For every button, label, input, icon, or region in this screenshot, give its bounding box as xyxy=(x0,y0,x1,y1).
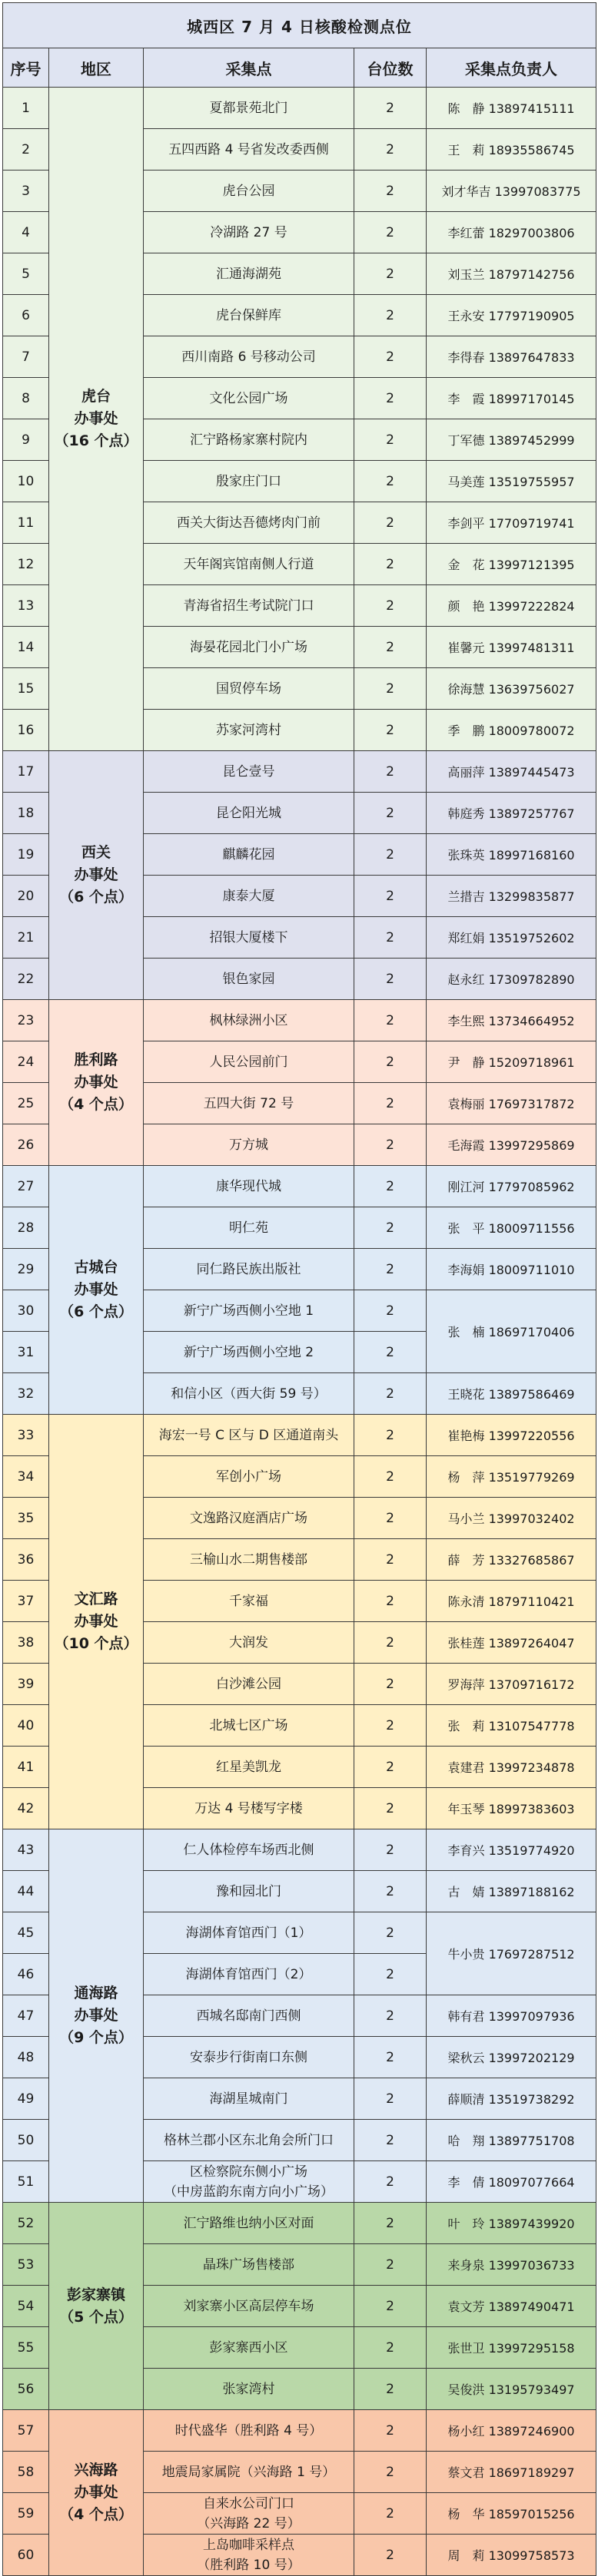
table-row xyxy=(3,1829,596,1871)
site-name: 招银大厦楼下 xyxy=(144,917,354,959)
site-name: 海湖体育馆西门（1） xyxy=(144,1912,354,1954)
seat-count: 2 xyxy=(354,1912,427,1954)
seat-count: 2 xyxy=(354,1207,427,1249)
site-manager: 王晓花 13897586469 xyxy=(427,1373,596,1415)
site-manager: 古 婧 13897188162 xyxy=(427,1871,596,1912)
row-index: 51 xyxy=(3,2161,49,2203)
site-name: 西川南路 6 号移动公司 xyxy=(144,336,354,378)
testing-sites-table xyxy=(2,2,596,2576)
row-index: 29 xyxy=(3,1249,49,1290)
site-manager: 马小兰 13997032402 xyxy=(427,1498,596,1539)
site-name: 汇宁路杨家寨村院内 xyxy=(144,419,354,461)
seat-count: 2 xyxy=(354,668,427,710)
site-manager: 崔艳梅 13997220556 xyxy=(427,1415,596,1456)
row-index: 13 xyxy=(3,585,49,627)
site-name: 银色家园 xyxy=(144,959,354,1000)
table-row xyxy=(3,1415,596,1456)
site-manager: 周 莉 13099758573 xyxy=(427,2535,596,2576)
site-manager: 李育兴 13519774920 xyxy=(427,1829,596,1871)
site-manager: 杨 萍 13519779269 xyxy=(427,1456,596,1498)
seat-count: 2 xyxy=(354,1747,427,1788)
row-index: 43 xyxy=(3,1829,49,1871)
site-name: 上岛咖啡采样点 （胜利路 10 号） xyxy=(144,2535,354,2576)
site-name: 国贸停车场 xyxy=(144,668,354,710)
site-manager: 赵永红 17309782890 xyxy=(427,959,596,1000)
row-index: 17 xyxy=(3,751,49,793)
site-manager: 刚江河 17797085962 xyxy=(427,1166,596,1207)
row-index: 49 xyxy=(3,2078,49,2120)
seat-count: 2 xyxy=(354,1124,427,1166)
row-index: 39 xyxy=(3,1664,49,1705)
site-name: 汇通海湖苑 xyxy=(144,253,354,295)
site-manager: 王永安 17797190905 xyxy=(427,295,596,336)
site-name: 军创小广场 xyxy=(144,1456,354,1498)
site-manager: 薛 芳 13327685867 xyxy=(427,1539,596,1581)
table-title: 城西区 7 月 4 日核酸检测点位 xyxy=(3,3,596,48)
seat-count: 2 xyxy=(354,2203,427,2244)
seat-count: 2 xyxy=(354,1456,427,1498)
row-index: 21 xyxy=(3,917,49,959)
site-name: 三榆山水二期售楼部 xyxy=(144,1539,354,1581)
site-name: 天年阁宾馆南侧人行道 xyxy=(144,544,354,585)
row-index: 50 xyxy=(3,2120,49,2161)
row-index: 18 xyxy=(3,793,49,834)
site-manager: 张 楠 18697170406 xyxy=(427,1290,596,1373)
site-name: 五四大街 72 号 xyxy=(144,1083,354,1124)
row-index: 8 xyxy=(3,378,49,419)
site-manager: 丁军德 13897452999 xyxy=(427,419,596,461)
site-name: 虎台保鲜库 xyxy=(144,295,354,336)
site-name: 夏都景苑北门 xyxy=(144,88,354,129)
seat-count: 2 xyxy=(354,88,427,129)
row-index: 46 xyxy=(3,1954,49,1995)
table-row xyxy=(3,2203,596,2244)
seat-count: 2 xyxy=(354,502,427,544)
site-name: 和信小区（西大街 59 号） xyxy=(144,1373,354,1415)
row-index: 1 xyxy=(3,88,49,129)
seat-count: 2 xyxy=(354,1871,427,1912)
site-manager: 陈永清 18797110421 xyxy=(427,1581,596,1622)
table-body xyxy=(3,88,596,2576)
site-manager: 刘玉兰 18797142756 xyxy=(427,253,596,295)
site-name: 海晏花园北门小广场 xyxy=(144,627,354,668)
seat-count: 2 xyxy=(354,2078,427,2120)
row-index: 60 xyxy=(3,2535,49,2576)
table-row xyxy=(3,88,596,129)
site-name: 康华现代城 xyxy=(144,1166,354,1207)
row-index: 24 xyxy=(3,1041,49,1083)
seat-count: 2 xyxy=(354,1083,427,1124)
site-name: 康泰大厦 xyxy=(144,876,354,917)
row-index: 16 xyxy=(3,710,49,751)
seat-count: 2 xyxy=(354,253,427,295)
row-index: 23 xyxy=(3,1000,49,1041)
seat-count: 2 xyxy=(354,2120,427,2161)
row-index: 27 xyxy=(3,1166,49,1207)
site-manager: 李 霞 18997170145 xyxy=(427,378,596,419)
site-name: 汇宁路维也纳小区对面 xyxy=(144,2203,354,2244)
seat-count: 2 xyxy=(354,1664,427,1705)
site-name: 昆仑壹号 xyxy=(144,751,354,793)
site-name: 麒麟花园 xyxy=(144,834,354,876)
site-name: 仁人体检停车场西北侧 xyxy=(144,1829,354,1871)
row-index: 26 xyxy=(3,1124,49,1166)
seat-count: 2 xyxy=(354,2327,427,2369)
site-manager: 袁建君 13997234878 xyxy=(427,1747,596,1788)
district-cell: 古城台 办事处 （6 个点） xyxy=(49,1166,144,1415)
site-name: 刘家寨小区高层停车场 xyxy=(144,2286,354,2327)
header-row xyxy=(3,48,596,88)
seat-count: 2 xyxy=(354,959,427,1000)
row-index: 59 xyxy=(3,2493,49,2535)
row-index: 37 xyxy=(3,1581,49,1622)
site-manager: 郑红娟 13519752602 xyxy=(427,917,596,959)
seat-count: 2 xyxy=(354,129,427,171)
site-name: 时代盛华（胜利路 4 号） xyxy=(144,2410,354,2452)
seat-count: 2 xyxy=(354,1581,427,1622)
seat-count: 2 xyxy=(354,1166,427,1207)
site-name: 晶珠广场售楼部 xyxy=(144,2244,354,2286)
column-header-person: 采集点负责人 xyxy=(427,48,596,88)
seat-count: 2 xyxy=(354,419,427,461)
site-manager: 毛海霞 13997295869 xyxy=(427,1124,596,1166)
table-row xyxy=(3,2410,596,2452)
site-name: 大润发 xyxy=(144,1622,354,1664)
site-manager: 马美莲 13519755957 xyxy=(427,461,596,502)
seat-count: 2 xyxy=(354,544,427,585)
seat-count: 2 xyxy=(354,171,427,212)
row-index: 53 xyxy=(3,2244,49,2286)
seat-count: 2 xyxy=(354,793,427,834)
column-header-site: 采集点 xyxy=(144,48,354,88)
site-name: 文逸路汉庭酒店广场 xyxy=(144,1498,354,1539)
seat-count: 2 xyxy=(354,378,427,419)
site-name: 殷家庄门口 xyxy=(144,461,354,502)
site-name: 冷湖路 27 号 xyxy=(144,212,354,253)
row-index: 48 xyxy=(3,2037,49,2078)
district-cell: 胜利路 办事处 （4 个点） xyxy=(49,1000,144,1166)
table-row xyxy=(3,751,596,793)
seat-count: 2 xyxy=(354,585,427,627)
site-name: 万方城 xyxy=(144,1124,354,1166)
site-manager: 蔡文君 18697189297 xyxy=(427,2452,596,2493)
site-manager: 李生熙 13734664952 xyxy=(427,1000,596,1041)
seat-count: 2 xyxy=(354,461,427,502)
site-manager: 刘才华吉 13997083775 xyxy=(427,171,596,212)
seat-count: 2 xyxy=(354,710,427,751)
seat-count: 2 xyxy=(354,2535,427,2576)
row-index: 44 xyxy=(3,1871,49,1912)
site-name: 海湖体育馆西门（2） xyxy=(144,1954,354,1995)
row-index: 40 xyxy=(3,1705,49,1747)
site-name: 西城名邸南门西侧 xyxy=(144,1995,354,2037)
seat-count: 2 xyxy=(354,295,427,336)
site-manager: 张世卫 13997295158 xyxy=(427,2327,596,2369)
seat-count: 2 xyxy=(354,1539,427,1581)
site-manager: 梁秋云 13997202129 xyxy=(427,2037,596,2078)
site-manager: 杨 华 18597015256 xyxy=(427,2493,596,2535)
seat-count: 2 xyxy=(354,1622,427,1664)
row-index: 38 xyxy=(3,1622,49,1664)
site-manager: 哈 翔 13897751708 xyxy=(427,2120,596,2161)
site-name: 文化公园广场 xyxy=(144,378,354,419)
site-name: 新宁广场西侧小空地 2 xyxy=(144,1332,354,1373)
site-manager: 季 鹏 18009780072 xyxy=(427,710,596,751)
seat-count: 2 xyxy=(354,2493,427,2535)
site-name: 万达 4 号楼写字楼 xyxy=(144,1788,354,1829)
row-index: 15 xyxy=(3,668,49,710)
district-cell: 虎台 办事处 （16 个点） xyxy=(49,88,144,751)
site-name: 五四西路 4 号省发改委西侧 xyxy=(144,129,354,171)
site-name: 枫林绿洲小区 xyxy=(144,1000,354,1041)
row-index: 10 xyxy=(3,461,49,502)
row-index: 20 xyxy=(3,876,49,917)
site-name: 海湖星城南门 xyxy=(144,2078,354,2120)
row-index: 56 xyxy=(3,2369,49,2410)
row-index: 31 xyxy=(3,1332,49,1373)
column-header-seats: 台位数 xyxy=(354,48,427,88)
table-row xyxy=(3,1000,596,1041)
row-index: 42 xyxy=(3,1788,49,1829)
site-name: 彭家寨西小区 xyxy=(144,2327,354,2369)
site-name: 海宏一号 C 区与 D 区通道南头 xyxy=(144,1415,354,1456)
seat-count: 2 xyxy=(354,1332,427,1373)
row-index: 11 xyxy=(3,502,49,544)
title-row xyxy=(3,3,596,48)
seat-count: 2 xyxy=(354,917,427,959)
seat-count: 2 xyxy=(354,2244,427,2286)
site-manager: 王 莉 18935586745 xyxy=(427,129,596,171)
row-index: 5 xyxy=(3,253,49,295)
site-manager: 张 莉 13107547778 xyxy=(427,1705,596,1747)
site-name: 区检察院东侧小广场 （中房蓝韵东南方向小广场） xyxy=(144,2161,354,2203)
district-cell: 兴海路 办事处 （4 个点） xyxy=(49,2410,144,2576)
site-manager: 来身泉 13997036733 xyxy=(427,2244,596,2286)
row-index: 55 xyxy=(3,2327,49,2369)
district-cell: 彭家寨镇 （5 个点） xyxy=(49,2203,144,2410)
site-name: 格林兰郡小区东北角会所门口 xyxy=(144,2120,354,2161)
site-manager: 李 倩 18097077664 xyxy=(427,2161,596,2203)
row-index: 22 xyxy=(3,959,49,1000)
site-manager: 罗海萍 13709716172 xyxy=(427,1664,596,1705)
row-index: 57 xyxy=(3,2410,49,2452)
site-name: 自来水公司门口 （兴海路 22 号） xyxy=(144,2493,354,2535)
row-index: 3 xyxy=(3,171,49,212)
district-cell: 西关 办事处 （6 个点） xyxy=(49,751,144,1000)
site-name: 地震局家属院（兴海路 1 号） xyxy=(144,2452,354,2493)
site-name: 红星美凯龙 xyxy=(144,1747,354,1788)
row-index: 25 xyxy=(3,1083,49,1124)
site-manager: 袁梅丽 17697317872 xyxy=(427,1083,596,1124)
site-name: 西关大街达吾德烤肉门前 xyxy=(144,502,354,544)
site-manager: 李红蕾 18297003806 xyxy=(427,212,596,253)
row-index: 19 xyxy=(3,834,49,876)
site-manager: 李得春 13897647833 xyxy=(427,336,596,378)
site-manager: 牛小贵 17697287512 xyxy=(427,1912,596,1995)
district-cell: 通海路 办事处 （9 个点） xyxy=(49,1829,144,2203)
site-manager: 崔馨元 13997481311 xyxy=(427,627,596,668)
site-manager: 张 平 18009711556 xyxy=(427,1207,596,1249)
row-index: 14 xyxy=(3,627,49,668)
site-name: 北城七区广场 xyxy=(144,1705,354,1747)
site-name: 明仁苑 xyxy=(144,1207,354,1249)
site-manager: 高丽萍 13897445473 xyxy=(427,751,596,793)
row-index: 7 xyxy=(3,336,49,378)
seat-count: 2 xyxy=(354,1705,427,1747)
row-index: 12 xyxy=(3,544,49,585)
seat-count: 2 xyxy=(354,834,427,876)
site-name: 新宁广场西侧小空地 1 xyxy=(144,1290,354,1332)
row-index: 36 xyxy=(3,1539,49,1581)
seat-count: 2 xyxy=(354,876,427,917)
seat-count: 2 xyxy=(354,1995,427,2037)
site-name: 同仁路民族出版社 xyxy=(144,1249,354,1290)
site-manager: 张珠英 18997168160 xyxy=(427,834,596,876)
seat-count: 2 xyxy=(354,1249,427,1290)
seat-count: 2 xyxy=(354,751,427,793)
column-header-index: 序号 xyxy=(3,48,49,88)
row-index: 4 xyxy=(3,212,49,253)
site-name: 豫和园北门 xyxy=(144,1871,354,1912)
site-manager: 韩有君 13997097936 xyxy=(427,1995,596,2037)
seat-count: 2 xyxy=(354,1954,427,1995)
seat-count: 2 xyxy=(354,627,427,668)
row-index: 2 xyxy=(3,129,49,171)
row-index: 45 xyxy=(3,1912,49,1954)
row-index: 52 xyxy=(3,2203,49,2244)
site-manager: 陈 静 13897415111 xyxy=(427,88,596,129)
seat-count: 2 xyxy=(354,1415,427,1456)
row-index: 30 xyxy=(3,1290,49,1332)
site-manager: 兰措吉 13299835877 xyxy=(427,876,596,917)
site-name: 安泰步行街南口东侧 xyxy=(144,2037,354,2078)
seat-count: 2 xyxy=(354,1290,427,1332)
site-name: 青海省招生考试院门口 xyxy=(144,585,354,627)
seat-count: 2 xyxy=(354,2369,427,2410)
row-index: 6 xyxy=(3,295,49,336)
row-index: 41 xyxy=(3,1747,49,1788)
site-manager: 薛顺清 13519738292 xyxy=(427,2078,596,2120)
seat-count: 2 xyxy=(354,1000,427,1041)
seat-count: 2 xyxy=(354,1041,427,1083)
site-name: 白沙滩公园 xyxy=(144,1664,354,1705)
row-index: 47 xyxy=(3,1995,49,2037)
seat-count: 2 xyxy=(354,336,427,378)
seat-count: 2 xyxy=(354,2286,427,2327)
site-manager: 叶 玲 13897439920 xyxy=(427,2203,596,2244)
row-index: 35 xyxy=(3,1498,49,1539)
site-manager: 徐海慧 13639756027 xyxy=(427,668,596,710)
seat-count: 2 xyxy=(354,2037,427,2078)
district-cell: 文汇路 办事处 （10 个点） xyxy=(49,1415,144,1829)
site-manager: 袁文芳 13897490471 xyxy=(427,2286,596,2327)
row-index: 33 xyxy=(3,1415,49,1456)
row-index: 9 xyxy=(3,419,49,461)
site-manager: 杨小红 13897246900 xyxy=(427,2410,596,2452)
site-name: 张家湾村 xyxy=(144,2369,354,2410)
site-manager: 年玉琴 18997383603 xyxy=(427,1788,596,1829)
site-name: 苏家河湾村 xyxy=(144,710,354,751)
site-name: 千家福 xyxy=(144,1581,354,1622)
site-manager: 韩庭秀 13897257767 xyxy=(427,793,596,834)
site-manager: 尹 静 15209718961 xyxy=(427,1041,596,1083)
row-index: 54 xyxy=(3,2286,49,2327)
seat-count: 2 xyxy=(354,1829,427,1871)
site-name: 昆仑阳光城 xyxy=(144,793,354,834)
table-row xyxy=(3,1166,596,1207)
site-name: 虎台公园 xyxy=(144,171,354,212)
seat-count: 2 xyxy=(354,212,427,253)
site-manager: 吴俊洪 13195793497 xyxy=(427,2369,596,2410)
seat-count: 2 xyxy=(354,2161,427,2203)
site-manager: 李剑平 17709719741 xyxy=(427,502,596,544)
seat-count: 2 xyxy=(354,2452,427,2493)
site-manager: 颜 艳 13997222824 xyxy=(427,585,596,627)
row-index: 58 xyxy=(3,2452,49,2493)
row-index: 32 xyxy=(3,1373,49,1415)
site-manager: 金 花 13997121395 xyxy=(427,544,596,585)
seat-count: 2 xyxy=(354,2410,427,2452)
seat-count: 2 xyxy=(354,1373,427,1415)
site-manager: 李海娟 18009711010 xyxy=(427,1249,596,1290)
seat-count: 2 xyxy=(354,1498,427,1539)
row-index: 34 xyxy=(3,1456,49,1498)
site-name: 人民公园前门 xyxy=(144,1041,354,1083)
site-manager: 张桂莲 13897264047 xyxy=(427,1622,596,1664)
row-index: 28 xyxy=(3,1207,49,1249)
column-header-district: 地区 xyxy=(49,48,144,88)
seat-count: 2 xyxy=(354,1788,427,1829)
